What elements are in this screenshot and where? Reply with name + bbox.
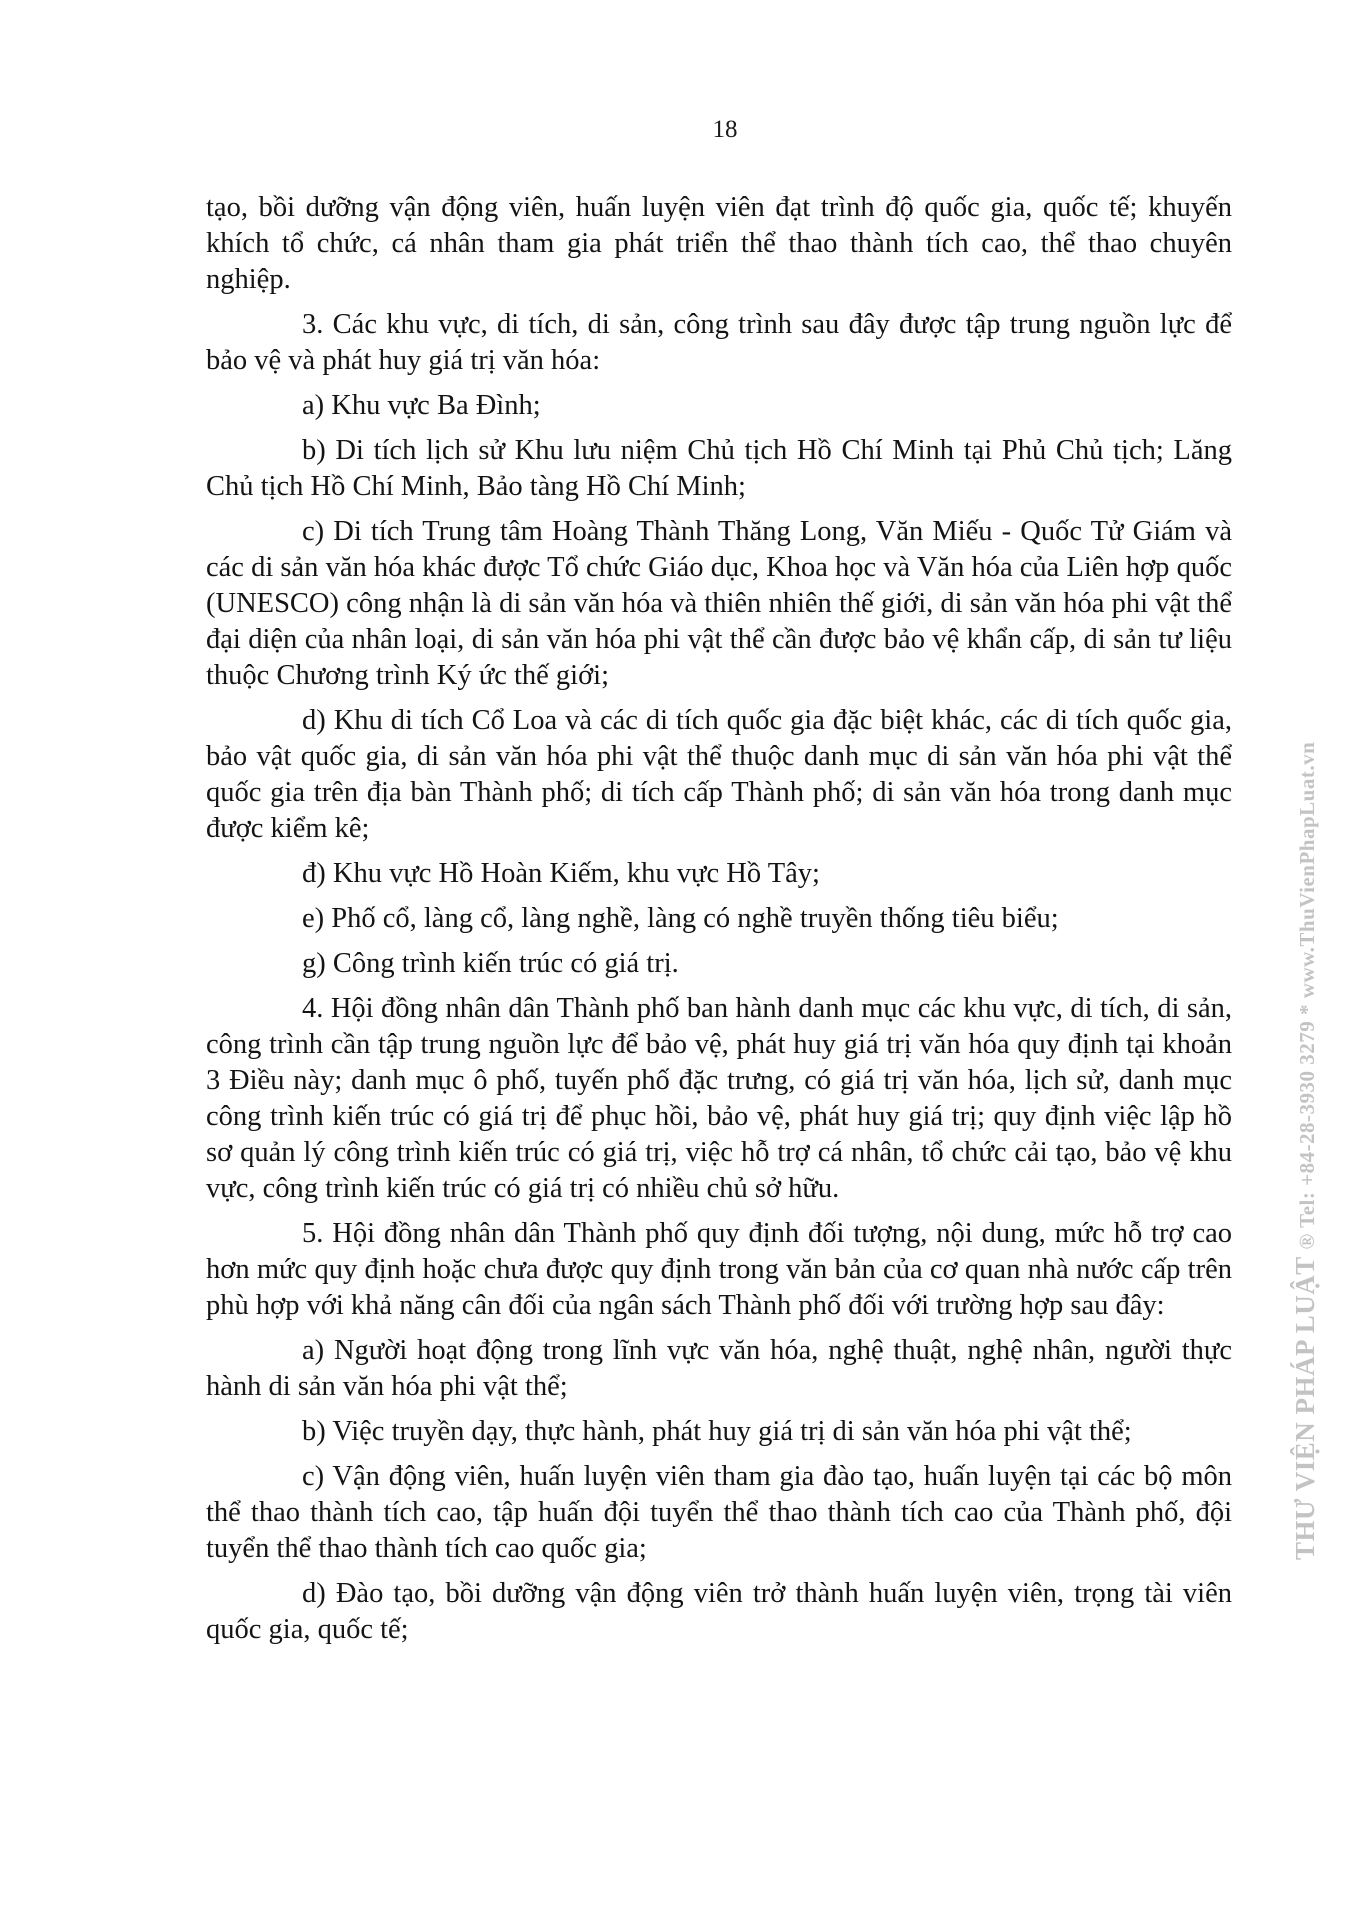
list-item: g) Công trình kiến trúc có giá trị.	[302, 948, 679, 979]
list-item: a) Người hoạt động trong lĩnh vực văn hóa, nghệ thuật, nghệ nhân, người thực hành di sản văn hóa phi vật thể;	[206, 1335, 1232, 1402]
paragraph: 5. Hội đồng nhân dân Thành phố quy định đối tượng, nội dung, mức hỗ trợ cao hơn mức quy định hoặc chưa được quy định trong văn bản của cơ quan nhà nước cấp trên phù hợp với khả năng cân đối của ngân sách Thành phố đối với trường hợp sau đây:	[206, 1218, 1232, 1321]
list-item: c) Di tích Trung tâm Hoàng Thành Thăng Long, Văn Miếu - Quốc Tử Giám và các di sản văn hóa khác được Tổ chức Giáo dục, Khoa học và Văn hóa của Liên hợp quốc (UNESCO) công nhận là di sản văn hóa và thiên nhiên thế giới, di sản văn hóa phi vật thể đại diện của nhân loại, di sản văn hóa phi vật thể cần được bảo vệ khẩn cấp, di sản tư liệu thuộc Chương trình Ký ức thế giới;	[206, 516, 1232, 691]
list-item: d) Khu di tích Cổ Loa và các di tích quốc gia đặc biệt khác, các di tích quốc gia, bảo vật quốc gia, di sản văn hóa phi vật thể thuộc danh mục di sản văn hóa phi vật thể quốc gia trên địa bàn Thành phố; di tích cấp Thành phố; di sản văn hóa trong danh mục được kiểm kê;	[206, 705, 1232, 844]
watermark-contact: ® Tel: +84-28-3930 3279 * www.ThuVienPhapLuat.vn	[1295, 741, 1319, 1250]
list-item: d) Đào tạo, bồi dưỡng vận động viên trở thành huấn luyện viên, trọng tài viên quốc gia, quốc tế;	[206, 1578, 1232, 1645]
page-number: 18	[712, 116, 738, 143]
list-item: b) Việc truyền dạy, thực hành, phát huy giá trị di sản văn hóa phi vật thể;	[302, 1416, 1132, 1447]
list-item: a) Khu vực Ba Đình;	[302, 390, 541, 421]
list-item: c) Vận động viên, huấn luyện viên tham gia đào tạo, huấn luyện tại các bộ môn thể thao thành tích cao, tập huấn đội tuyển thể thao thành tích cao của Thành phố, đội tuyển thể thao thành tích cao quốc gia;	[206, 1461, 1232, 1564]
list-item: e) Phố cổ, làng cổ, làng nghề, làng có nghề truyền thống tiêu biểu;	[302, 903, 1059, 934]
list-item: b) Di tích lịch sử Khu lưu niệm Chủ tịch Hồ Chí Minh tại Phủ Chủ tịch; Lăng Chủ tịch Hồ Chí Minh, Bảo tàng Hồ Chí Minh;	[206, 435, 1232, 502]
paragraph: 4. Hội đồng nhân dân Thành phố ban hành danh mục các khu vực, di tích, di sản, công trình cần tập trung nguồn lực để bảo vệ, phát huy giá trị văn hóa quy định tại khoản 3 Điều này; danh mục ô phố, tuyến phố đặc trưng, có giá trị văn hóa, lịch sử, danh mục công trình kiến trúc có giá trị để phục hồi, bảo vệ, phát huy giá trị; quy định việc lập hồ sơ quản lý công trình kiến trúc có giá trị, việc hỗ trợ cá nhân, tổ chức cải tạo, bảo vệ khu vực, công trình kiến trúc có giá trị có nhiều chủ sở hữu.	[206, 993, 1232, 1204]
watermark-brand: THƯ VIỆN PHÁP LUẬT	[1290, 1256, 1320, 1560]
watermark	[1290, 742, 1321, 1560]
list-item: đ) Khu vực Hồ Hoàn Kiếm, khu vực Hồ Tây;	[302, 858, 820, 889]
paragraph: tạo, bồi dưỡng vận động viên, huấn luyện viên đạt trình độ quốc gia, quốc tế; khuyến khích tổ chức, cá nhân tham gia phát triển thể thao thành tích cao, thể thao chuyên nghiệp.	[206, 192, 1232, 295]
paragraph: 3. Các khu vực, di tích, di sản, công trình sau đây được tập trung nguồn lực để bảo vệ và phát huy giá trị văn hóa:	[206, 309, 1232, 376]
document-body	[206, 190, 1232, 1657]
